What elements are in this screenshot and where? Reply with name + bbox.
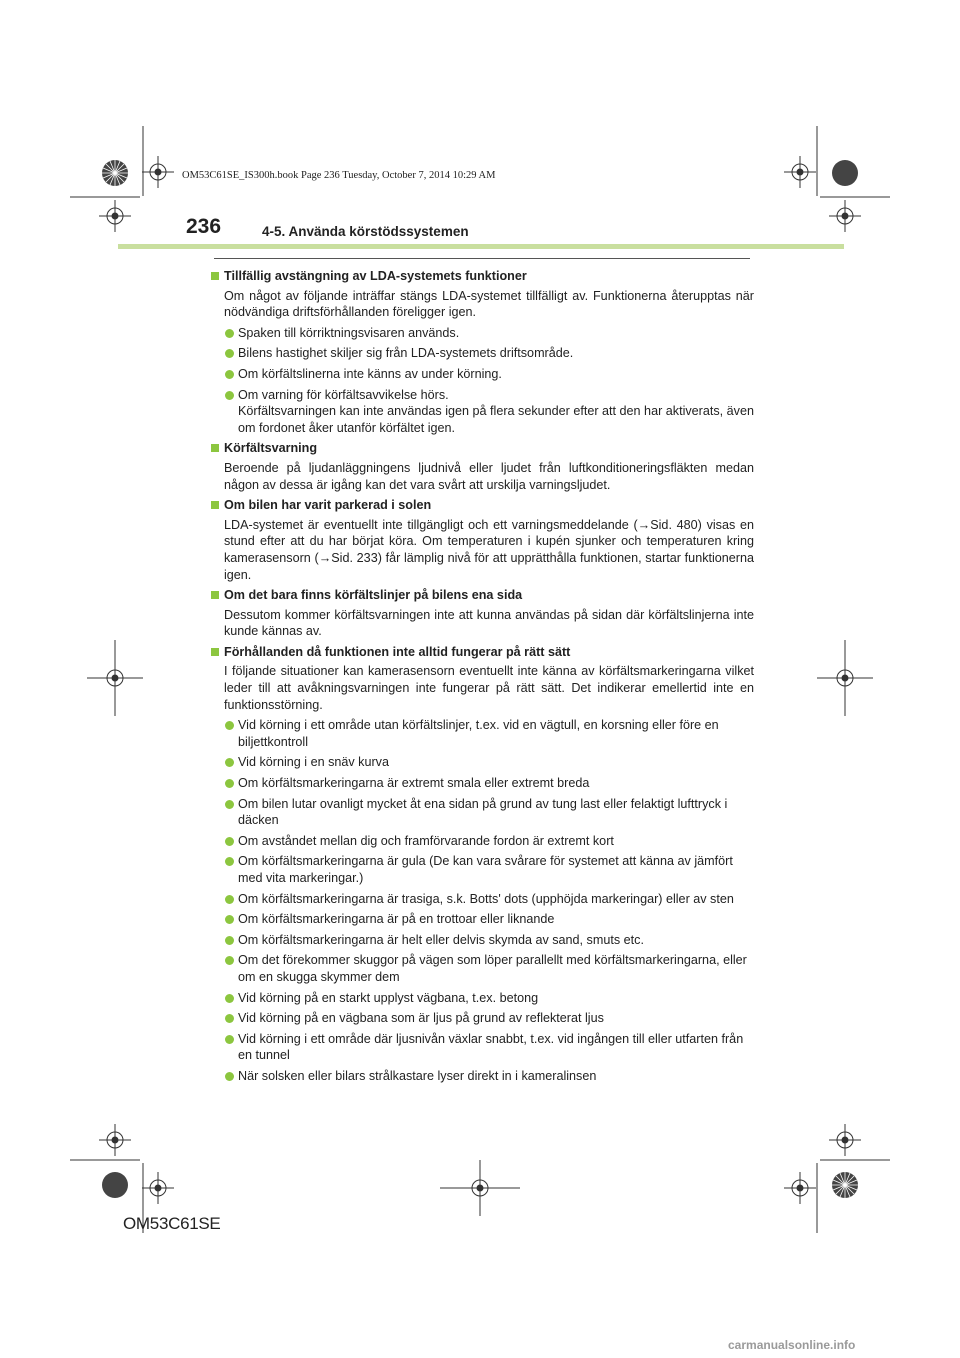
circle-bullet-icon (225, 936, 234, 945)
circle-bullet-icon (225, 895, 234, 904)
list-item (210, 1010, 754, 1027)
paragraph: Beroende på ljudanläggningens ljudnivå eller ljudet från luftkonditioneringsfläkten medan någon av dessa är igång kan det vara svårt att urskilja varningsljudet. (224, 460, 754, 492)
header-divider (214, 258, 750, 259)
circle-bullet-icon (225, 391, 234, 400)
list-item (210, 853, 754, 886)
section-heading (210, 268, 754, 285)
section (210, 268, 754, 436)
list-item-text: Om körfältsmarkeringarna är trasiga, s.k. Botts' dots (upphöjda markeringar) eller av sten (238, 891, 734, 906)
section-heading-text: Förhållanden då funktionen inte alltid fungerar på rätt sätt (224, 644, 571, 659)
list-item-text: Om varning för körfältsavvikelse hörs. (238, 387, 449, 402)
main-content (210, 268, 754, 1089)
crosshair-mark (829, 200, 861, 232)
circle-bullet-icon (225, 758, 234, 767)
square-bullet-icon (211, 444, 219, 452)
footer-code: OM53C61SE (123, 1214, 221, 1233)
paragraph: I följande situationer kan kamerasensorn eventuellt inte känna av körfältsmarkeringarna vilket leder till att avåkningsvarningen inte fungerar på rätt sätt. Det indikerar emellertid inte en funktionsstörning. (224, 664, 754, 712)
circle-bullet-icon (225, 1035, 234, 1044)
list-item-text: När solsken eller bilars strålkastare lyser direkt in i kameralinsen (238, 1068, 597, 1083)
crosshair-mark (142, 156, 174, 188)
section (210, 644, 754, 1085)
circle-bullet-icon (225, 800, 234, 809)
circle-bullet-icon (225, 349, 234, 358)
square-bullet-icon (211, 272, 219, 280)
list-item (210, 952, 754, 985)
watermark: carmanualsonline.info (728, 1338, 856, 1352)
list-item-text: Vid körning i ett område utan körfältslinjer, t.ex. vid en vägtull, en korsning eller före en biljettkontroll (238, 718, 719, 749)
square-bullet-icon (211, 501, 219, 509)
section-heading (210, 587, 754, 604)
crosshair-mark (99, 1124, 131, 1156)
page-number: 236 (186, 215, 222, 238)
list-item-text: Vid körning på en starkt upplyst vägbana, t.ex. betong (238, 990, 539, 1005)
list-item-text: Om körfältsmarkeringarna är gula (De kan vara svårare för systemet att känna av jämfört med vita markeringar.) (238, 854, 733, 885)
list-item-text: Om det förekommer skuggor på vägen som löper parallellt med körfältsmarkeringarna, eller om en skugga skymmer dem (238, 953, 747, 984)
crosshair-mark (142, 1172, 174, 1204)
list-item-note: Körfältsvarningen kan inte användas igen på flera sekunder efter att den har aktiverats, även om fordonet åker utanför körfältet igen. (238, 404, 754, 435)
section (210, 440, 754, 493)
circle-bullet-icon (225, 956, 234, 965)
section (210, 587, 754, 640)
list-item-text: Om körfältsmarkeringarna är på en trottoar eller liknande (238, 912, 555, 927)
crosshair-mark (784, 1172, 816, 1204)
circle-bullet-icon (225, 329, 234, 338)
circle-bullet-icon (225, 370, 234, 379)
list-item (210, 990, 754, 1007)
circle-bullet-icon (225, 721, 234, 730)
section (210, 497, 754, 583)
list-item (210, 1031, 754, 1064)
list-item (210, 911, 754, 928)
header-green-rule (118, 244, 844, 249)
list-item-text: Vid körning i ett område där ljusnivån växlar snabbt, t.ex. vid ingången till eller utfarten från en tunnel (238, 1031, 744, 1063)
square-bullet-icon (211, 648, 219, 656)
section-title: 4-5. Använda körstödssystemen (262, 224, 469, 239)
list-item (210, 833, 754, 850)
paragraph: Om något av följande inträffar stängs LDA-systemet tillfälligt av. Funktionerna återupptas när nödvändiga driftsförhållanden föreligger igen. (224, 288, 754, 320)
list-item (210, 932, 754, 949)
list-item-text: Om bilen lutar ovanligt mycket åt ena sidan på grund av tung last eller felaktigt lufttryck i däcken (238, 796, 728, 828)
paragraph: Dessutom kommer körfältsvarningen inte att kunna användas på sidan där körfältslinjerna inte kunde kännas av. (224, 607, 754, 639)
section-heading-text: Tillfällig avstängning av LDA-systemets funktioner (224, 269, 527, 283)
list-item (210, 796, 754, 829)
crosshair-mark (817, 640, 873, 716)
square-bullet-icon (211, 591, 219, 599)
list-item-text: Vid körning i en snäv kurva (238, 755, 389, 770)
crosshair-mark (99, 200, 131, 232)
list-item (210, 717, 754, 750)
dot-mark-top-right (832, 160, 858, 186)
list-item-text: Om körfältslinerna inte känns av under körning. (238, 366, 502, 381)
list-item-text: Vid körning på en vägbana som är ljus på grund av reflekterat ljus (238, 1011, 604, 1026)
crosshair-mark (784, 156, 816, 188)
list-item (210, 366, 754, 383)
circle-bullet-icon (225, 837, 234, 846)
list-item (210, 754, 754, 771)
list-item (210, 345, 754, 362)
starburst-mark-top-left (102, 160, 128, 186)
list-item-text: Bilens hastighet skiljer sig från LDA-systemets driftsområde. (238, 346, 574, 361)
circle-bullet-icon (225, 1072, 234, 1081)
list-item (210, 325, 754, 342)
section-heading-text: Körfältsvarning (224, 441, 318, 456)
dot-mark-bottom-left (102, 1172, 128, 1198)
section-heading (210, 644, 754, 661)
list-item-text: Om körfältsmarkeringarna är helt eller delvis skymda av sand, smuts etc. (238, 932, 644, 947)
section-heading (210, 497, 754, 514)
print-info-line: OM53C61SE_IS300h.book Page 236 Tuesday, October 7, 2014 10:29 AM (182, 170, 496, 181)
section-heading-text: Om det bara finns körfältslinjer på bilens ena sida (224, 588, 523, 603)
circle-bullet-icon (225, 1014, 234, 1023)
list-item-text: Om avståndet mellan dig och framförvarande fordon är extremt kort (238, 833, 614, 848)
list-item (210, 775, 754, 792)
circle-bullet-icon (225, 915, 234, 924)
list-item (210, 387, 754, 437)
list-item (210, 1068, 754, 1085)
section-heading (210, 440, 754, 457)
starburst-mark-bottom-right (832, 1172, 858, 1198)
list-item-text: Om körfältsmarkeringarna är extremt smala eller extremt breda (238, 776, 590, 791)
list-item (210, 891, 754, 908)
circle-bullet-icon (225, 994, 234, 1003)
section-heading-text: Om bilen har varit parkerad i solen (224, 498, 432, 513)
circle-bullet-icon (225, 857, 234, 866)
paragraph: LDA-systemet är eventuellt inte tillgängligt och ett varningsmeddelande (→Sid. 480) visas en stund efter att du har börjat köra. Om temperaturen i kupén sjunker och temperaturen kring kamerasensorn (→Sid. 233) får lämplig nivå för att upprätthålla funktionen, startar funktionerna igen. (224, 517, 754, 582)
crosshair-mark (87, 640, 143, 716)
crosshair-mark (829, 1124, 861, 1156)
list-item-text: Spaken till körriktningsvisaren används. (238, 325, 460, 340)
circle-bullet-icon (225, 779, 234, 788)
